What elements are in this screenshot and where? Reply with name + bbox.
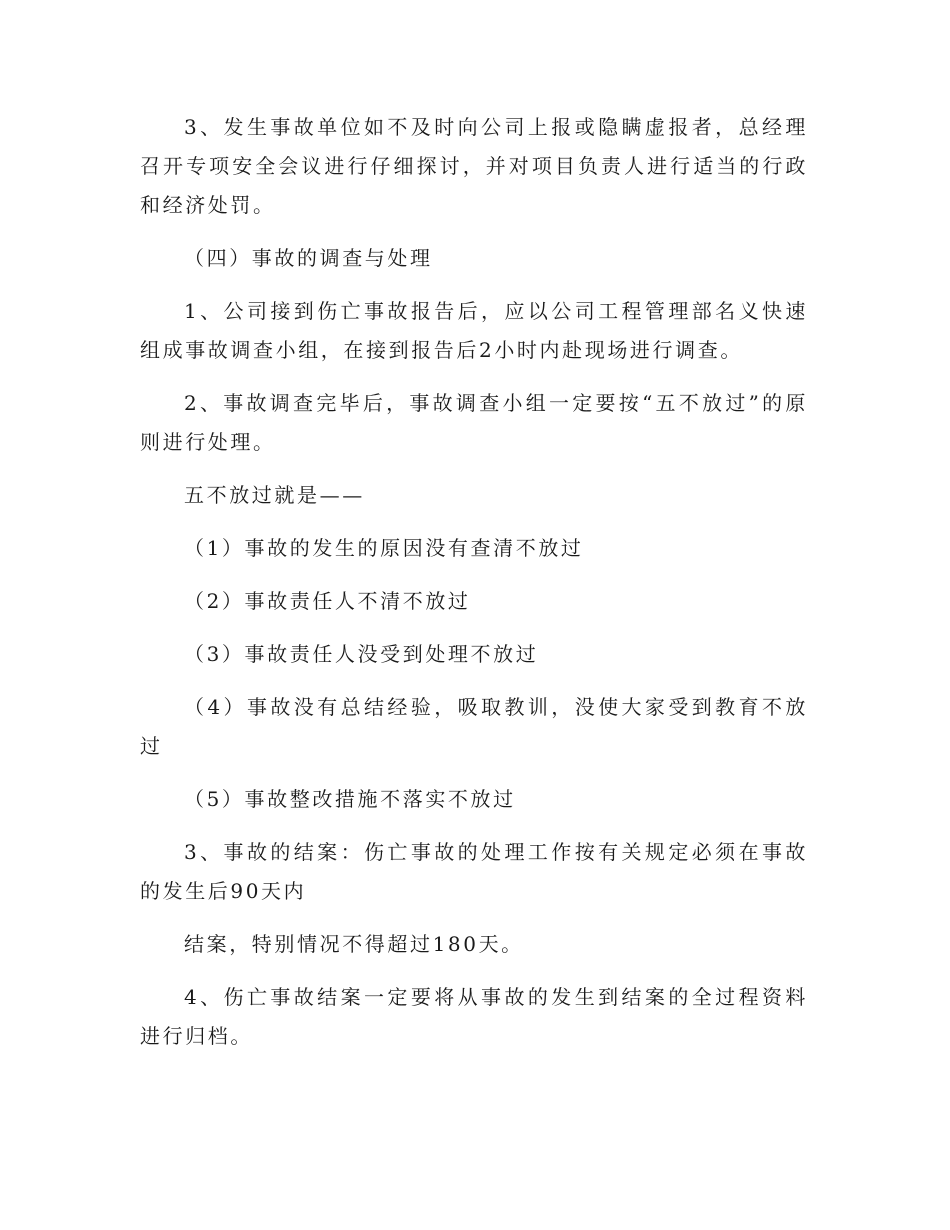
section-heading-investigation: （四）事故的调查与处理 — [184, 246, 433, 270]
paragraph-case-closure: 3、事故的结案：伤亡事故的处理工作按有关规定必须在事故的发生后90天内 — [140, 840, 808, 903]
list-item-principle-5: （5）事故整改措施不落实不放过 — [184, 787, 516, 811]
document-body — [140, 108, 808, 1056]
paragraph-case-closure-continued: 结案，特别情况不得超过180天。 — [184, 932, 524, 956]
list-item-principle-4: （4）事故没有总结经验，吸取教训，没使大家受到教育不放过 — [140, 695, 808, 758]
paragraph-report-penalty: 3、发生事故单位如不及时向公司上报或隐瞒虚报者，总经理召开专项安全会议进行仔细探讨，并对项目负责人进行适当的行政和经济处罚。 — [140, 115, 808, 217]
list-item-principle-2: （2）事故责任人不清不放过 — [184, 589, 471, 613]
list-item-principle-3: （3）事故责任人没受到处理不放过 — [184, 642, 539, 666]
paragraph-archiving: 4、伤亡事故结案一定要将从事故的发生到结案的全过程资料进行归档。 — [140, 985, 808, 1048]
paragraph-five-principles: 2、事故调查完毕后，事故调查小组一定要按“五不放过”的原则进行处理。 — [140, 391, 808, 454]
paragraph-investigation-team: 1、公司接到伤亡事故报告后，应以公司工程管理部名义快速组成事故调查小组，在接到报告后2小时内赴现场进行调查。 — [140, 299, 808, 362]
paragraph-five-principles-intro: 五不放过就是—— — [184, 483, 365, 507]
list-item-principle-1: （1）事故的发生的原因没有查清不放过 — [184, 536, 584, 560]
